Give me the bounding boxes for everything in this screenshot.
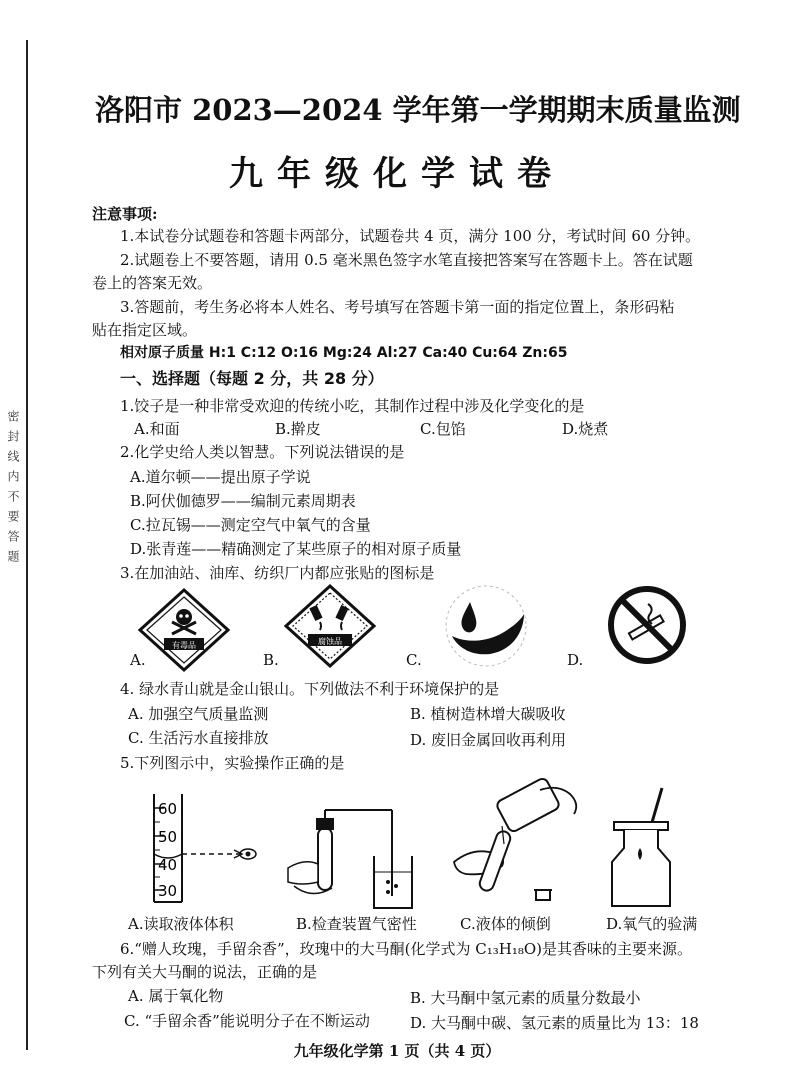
question-5-stem: 5.下列图示中，实验操作正确的是 [120, 754, 345, 772]
question-6-option-a: A. 属于氧化物 [128, 987, 224, 1005]
note-item-1: 1.本试卷分试题卷和答题卡两部分，试题卷共 4 页，满分 100 分，考试时间 60 分钟。 [120, 227, 701, 245]
graduated-cylinder-figure [146, 790, 266, 908]
question-2-stem: 2.化学史给人类以智慧。下列说法错误的是 [120, 443, 405, 461]
question-1-option-d: D.烧煮 [562, 420, 609, 438]
no-smoking-sign-icon [606, 584, 688, 666]
question-1-option-b: B.擀皮 [275, 420, 321, 438]
question-2-option-d: D.张青莲——精确测定了某些原子的相对原子质量 [130, 540, 462, 558]
corrosive-sign-label: 腐蚀品 [318, 637, 342, 646]
pouring-liquid-figure [440, 770, 590, 910]
question-5-option-d: D.氧气的验满 [606, 915, 698, 933]
scale-label-40: 40 [158, 856, 178, 874]
question-5-option-a: A.读取液体体积 [128, 915, 234, 933]
question-4-option-d: D. 废旧金属回收再利用 [410, 731, 567, 749]
airtightness-apparatus-figure [284, 808, 434, 912]
question-4-stem: 4. 绿水青山就是金山银山。下列做法不利于环境保护的是 [120, 680, 500, 698]
question-2-option-b: B.阿伏伽德罗——编制元素周期表 [130, 492, 356, 510]
question-3-stem: 3.在加油站、油库、纺织厂内都应张贴的图标是 [120, 564, 435, 582]
question-1-option-c: C.包馅 [420, 420, 466, 438]
question-3-option-d: D. [567, 651, 584, 669]
question-6-stem: 6.“赠人玫瑰，手留余香”，玫瑰中的大马酮(化学式为 C₁₃H₁₈O)是其香味的主要来源。 [120, 940, 693, 958]
scale-label-30: 30 [158, 882, 178, 900]
question-5-option-c: C.液体的倾倒 [460, 915, 551, 933]
question-6-stem-2: 下列有关大马酮的说法，正确的是 [92, 963, 318, 981]
question-3-option-b: B. [263, 651, 279, 669]
question-3-option-a: A. [130, 651, 146, 669]
water-saving-sign-icon [444, 584, 528, 668]
question-4-option-b: B. 植树造林增大碳吸收 [410, 705, 566, 723]
question-6-option-d: D. 大马酮中碳、氢元素的质量比为 13：18 [410, 1014, 699, 1032]
question-6-option-b: B. 大马酮中氢元素的质量分数最小 [410, 989, 641, 1007]
question-6-option-c: C. “手留余香”能说明分子在不断运动 [124, 1012, 370, 1030]
atomic-mass-line: 相对原子质量 H:1 C:12 O:16 Mg:24 Al:27 Ca:40 Cu:64 Zn:65 [120, 345, 568, 361]
question-1-option-a: A.和面 [134, 420, 180, 438]
scale-label-50: 50 [158, 828, 178, 846]
seal-line-note: 密封线内不要答题 [6, 410, 20, 570]
exam-subtitle: 九年级化学试卷 [229, 154, 565, 194]
question-1-stem: 1.饺子是一种非常受欢迎的传统小吃，其制作过程中涉及化学变化的是 [120, 397, 585, 415]
question-2-option-c: C.拉瓦锡——测定空气中氧气的含量 [130, 516, 371, 534]
corrosive-sign-icon [284, 584, 376, 668]
note-item-2b: 卷上的答案无效。 [92, 274, 213, 292]
note-item-3b: 贴在指定区域。 [92, 321, 198, 339]
question-3-option-c: C. [406, 651, 422, 669]
exam-title: 洛阳市 2023—2024 学年第一学期期末质量监测 [95, 93, 741, 127]
notes-heading: 注意事项: [92, 205, 158, 223]
question-4-option-a: A. 加强空气质量监测 [128, 705, 269, 723]
scale-label-60: 60 [158, 800, 178, 818]
question-4-option-c: C. 生活污水直接排放 [128, 729, 269, 747]
question-5-option-b: B.检查装置气密性 [296, 915, 417, 933]
toxic-sign-label: 有毒品 [172, 641, 196, 650]
question-2-option-a: A.道尔顿——提出原子学说 [130, 468, 311, 486]
note-item-3a: 3.答题前，考生务必将本人姓名、考号填写在答题卡第一面的指定位置上，条形码粘 [120, 298, 675, 316]
section-heading: 一、选择题（每题 2 分，共 28 分） [120, 369, 384, 388]
oxygen-test-bottle-figure [604, 786, 684, 910]
page-footer: 九年级化学第 1 页（共 4 页） [293, 1042, 501, 1060]
toxic-sign-icon [138, 588, 230, 672]
note-item-2a: 2.试题卷上不要答题，请用 0.5 毫米黑色签字水笔直接把答案写在答题卡上。答在试题 [120, 251, 693, 269]
